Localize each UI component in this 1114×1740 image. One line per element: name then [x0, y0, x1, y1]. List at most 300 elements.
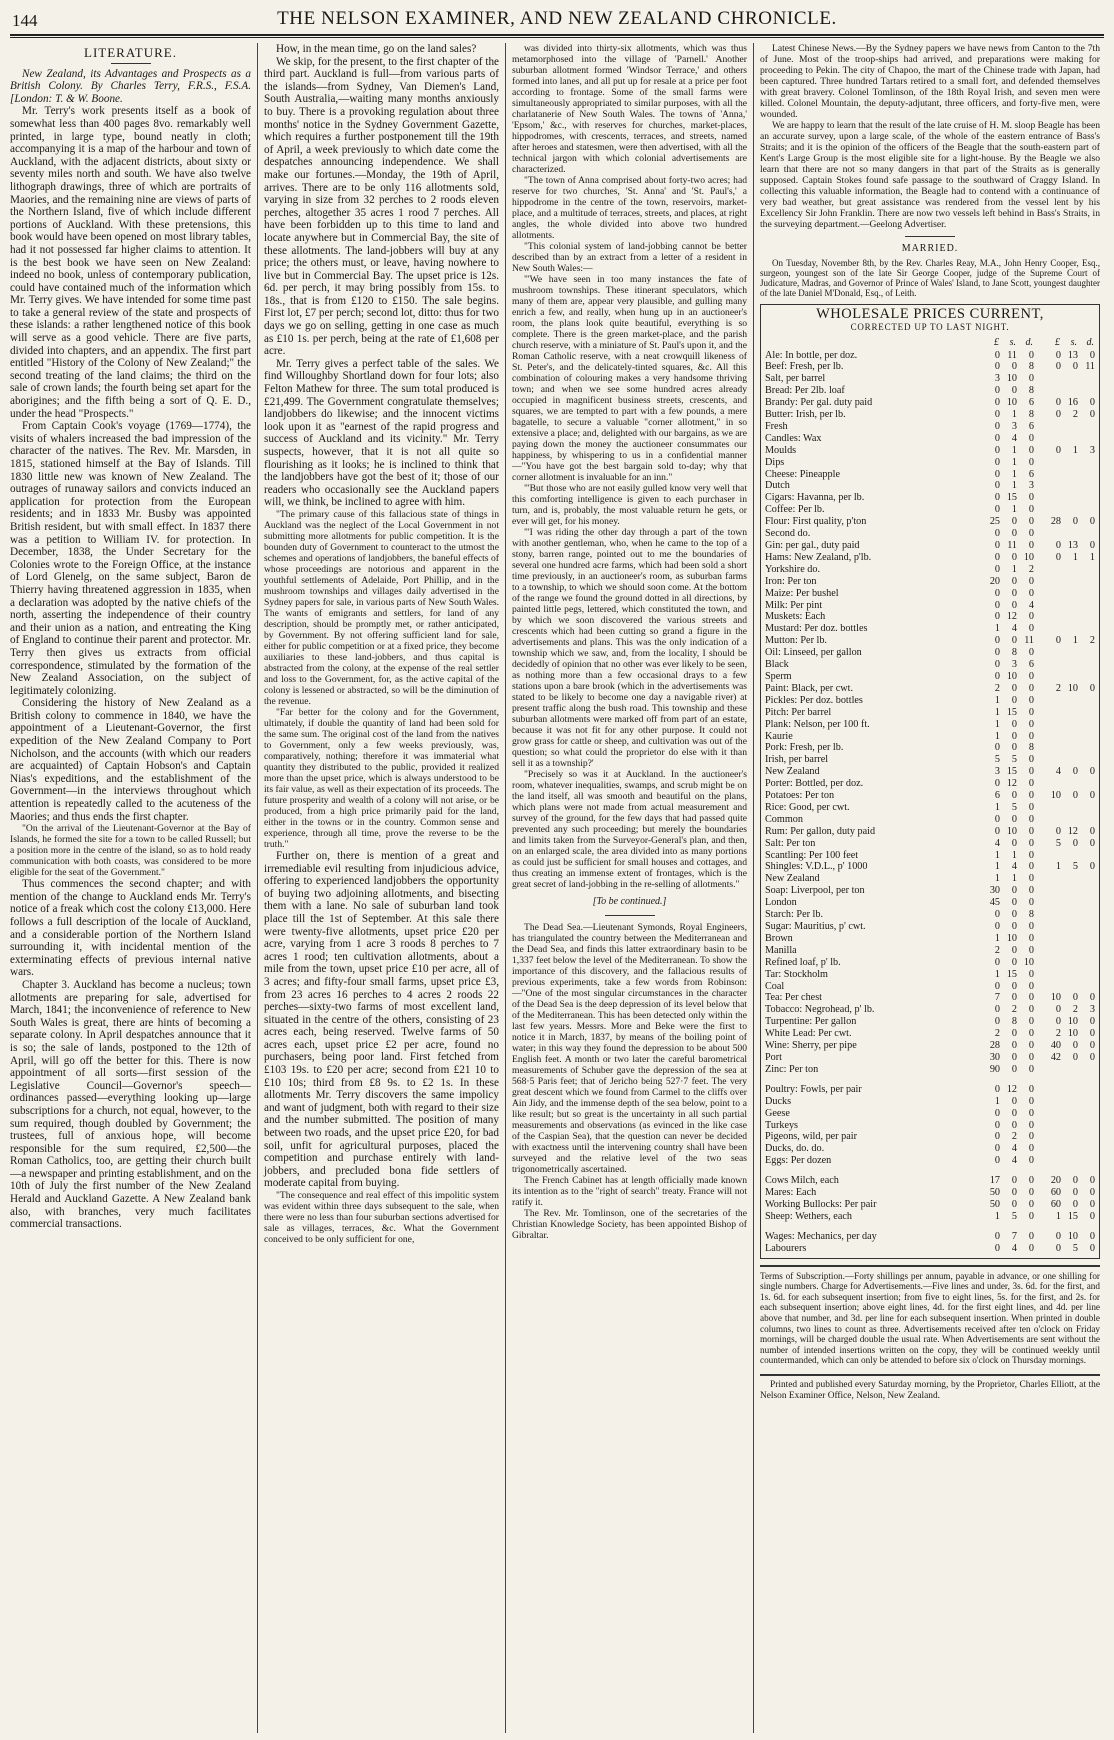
price-value: 0 [1028, 897, 1034, 909]
column-3 [506, 43, 754, 1733]
price-value: 0 [1028, 1016, 1034, 1028]
price-value: 0 [1028, 718, 1034, 730]
price-item-label: Rum: Per gallon, duty paid [765, 825, 876, 837]
chinese-news-article: Latest Chinese News.—By the Sydney papers we have news from Canton to the 7th of June. Most of the troop-ships had arrived, and preparations were making for proceeding to Pekin. The city of Chapoo, the mart of the Chinese trade with Japan, had been captured. Three hundred Tartars retired to a small fort, and defended themselves with great bravery. Colonel Tomlinson, of the 18th Royal Irish, and seven men were killed. Colonel Mountain, the deputy-adjutant, three officers, and forty-five men, were wounded. [760, 43, 1100, 120]
price-value [1078, 731, 1095, 743]
beagle-article: We are happy to learn that the result of the late cruise of H. M. sloop Beagle has been an accurate survey, upon a large scale, of the whole of the eastern entrance of Bass's Straits; and it is the opinion of the officers of the Beagle that the south-eastern part of Kent's Large Group is the most eligible site for a light-house. By the Beagle we also learn that there are not so many dangers in that part of the Straits as is generally supposed. Captain Stokes found safe passage to the southward of Craggy Island. In collecting this valuable information, the Beagle had to contend with a continuance of very bad weather, but great assistance was rendered from the vessel lent by his Excellency Sir John Franklin. There are now two vessels left behind in Bass's Straits, in the surveying department.—Geelong Advertiser. [760, 120, 1100, 230]
price-value [1044, 742, 1061, 754]
price-value [1044, 1143, 1061, 1155]
price-value: 0 [1011, 1095, 1017, 1107]
price-row [765, 552, 1095, 564]
price-value: 2 [1072, 1004, 1078, 1016]
price-row [765, 492, 1095, 504]
price-value: 0 [1028, 968, 1034, 980]
price-value: 10 [1050, 790, 1061, 802]
price-value [1044, 897, 1061, 909]
price-value [1044, 778, 1061, 790]
price-value: 0 [1028, 849, 1034, 861]
price-value [1061, 600, 1078, 612]
price-value [1061, 1096, 1078, 1108]
price-value: 0 [1028, 1040, 1034, 1052]
price-value: 0 [1089, 397, 1095, 409]
currency-header: £ [1055, 336, 1060, 348]
price-value [1044, 1108, 1061, 1120]
price-value [1061, 373, 1078, 385]
price-item-label: Pitch: Per barrel [765, 706, 832, 718]
price-row [765, 445, 1095, 457]
price-value [1061, 707, 1078, 719]
price-value: 0 [1028, 492, 1034, 504]
price-value: 0 [1028, 885, 1034, 897]
price-value: 12 [1006, 611, 1017, 623]
price-value [1061, 480, 1078, 492]
price-value [1061, 945, 1078, 957]
price-value: 11 [1007, 349, 1017, 361]
price-value: 0 [1011, 909, 1017, 921]
price-value [1061, 421, 1078, 433]
quote-paragraph: "'I was riding the other day through a part of the town with another gentleman, who, when he came to the top of a stony, barren range, pointed out to me the boundaries of several one hundred acre farms, which had been sold a short time previously, in an auctioneer's room, as suburban farms to a township, to which we should soon come. At the bottom of the range we found the ground dotted in all directions, by painted little pegs, lettered, which constituted the town, and by which we soon discovered the various streets and crescents which had been cutting so grand a figure in the advertisements and plans. This was the only indication of a township which we saw, and, from the locality, I should be decidedly of opinion that no other was ever likely to be seen, as nothing more than a few occasional drays to a few stations upon a bare brook (which in the advertisements was stated to be likely to become one day a navigable river) at present traffic along the bush road. This township and these suburban allotments were marked off from part of an estate, because it was not fit for any other purpose. It could not grow grass for cattle or sheep, and cultivation was out of the question; so what could the proprietor do else with it than sell it as a township?' [512, 527, 747, 769]
price-value: 0 [994, 468, 1000, 480]
price-value: 0 [1028, 575, 1034, 587]
price-value: 0 [1011, 694, 1017, 706]
price-value: 0 [1011, 385, 1017, 397]
price-value: 0 [1028, 837, 1034, 849]
price-row [765, 576, 1095, 588]
price-value: 0 [1055, 1004, 1061, 1016]
price-value [1061, 564, 1078, 576]
price-value: 0 [1028, 516, 1034, 528]
quote-paragraph: was divided into thirty-six allotments, which was thus metamorphosed into the village of 'Parnell.' Another suburban allotment formed 'Windsor Terrace,' and others formed into lanes, and all put up for resale at a price per foot according to frontage. Some of the small farms were simultaneously appropriated to similar purposes, with all the charlatanerie of New South Wales. The towns of 'Anna,' 'Epsom,' &c., with reserves for churches, market-places, hippodromes, with crescents, terraces, and streets, named after heroes and statesmen, were then advertised, with all the technical jargon with which colonial advertisements are characterized. [512, 43, 747, 175]
price-value: 6 [1028, 659, 1034, 671]
price-value: 7 [1011, 1230, 1017, 1242]
price-item-label: Turkeys [765, 1119, 799, 1131]
price-value: 0 [1089, 682, 1095, 694]
price-value: 0 [994, 456, 1000, 468]
price-value: 30 [989, 885, 1000, 897]
price-value: 0 [1011, 897, 1017, 909]
price-value: 0 [1028, 766, 1034, 778]
price-value [1044, 421, 1061, 433]
price-row [765, 635, 1095, 647]
price-value: 0 [1011, 361, 1017, 373]
price-value: 15 [1006, 492, 1017, 504]
price-value: 4 [1011, 623, 1017, 635]
price-value: 0 [1089, 1230, 1095, 1242]
price-value: 5 [1072, 1242, 1078, 1254]
price-value [1044, 576, 1061, 588]
price-item-label: Maize: Per bushel [765, 587, 839, 599]
price-value: 0 [994, 1143, 1000, 1155]
divider [111, 63, 151, 64]
price-value: 0 [1028, 504, 1034, 516]
price-item-label: Working Bullocks: Per pair [765, 1198, 877, 1210]
column-1 [10, 43, 258, 1733]
price-value: 0 [1011, 980, 1017, 992]
price-item-label: Cows Milch, each [765, 1175, 839, 1187]
price-value: 2 [994, 944, 1000, 956]
price-value: 4 [1028, 599, 1034, 611]
price-value: 6 [994, 790, 1000, 802]
price-value [1044, 719, 1061, 731]
price-value: 13 [1067, 349, 1078, 361]
price-value [1078, 695, 1095, 707]
page-number: 144 [12, 11, 38, 30]
currency-header: £ [994, 336, 999, 348]
price-item-label: Tobacco: Negrohead, p' lb. [765, 1004, 875, 1016]
price-value: 0 [1028, 349, 1034, 361]
price-row [765, 1108, 1095, 1120]
price-value: 7 [994, 992, 1000, 1004]
price-value: 0 [1089, 766, 1095, 778]
price-value: 8 [1028, 409, 1034, 421]
paragraph: Considering the history of New Zealand as a British colony to commence in 1840, we have the appointment of a Lieutenant-Governor, the first expedition of the New Zealand Company to Port Nicholson, and the accounts (with which our readers are acquainted) of Captain Hobson's and Captain Nias's expeditions, and the establishment of the Government—in the interviews throughout which attention is repeatedly called to the acuteness of the Maories; and thus ends the first chapter. [10, 697, 251, 823]
price-value: 1 [1011, 563, 1017, 575]
price-value: 0 [1011, 1119, 1017, 1131]
table-spacer [765, 1076, 1095, 1084]
price-row [765, 766, 1095, 778]
price-value: 0 [1072, 516, 1078, 528]
price-value: 12 [1006, 778, 1017, 790]
price-row [765, 623, 1095, 635]
column-2 [258, 43, 506, 1733]
price-value [1078, 623, 1095, 635]
price-value: 1 [994, 1210, 1000, 1222]
price-item-label: Zinc: Per ton [765, 1063, 819, 1075]
price-value: 1 [994, 849, 1000, 861]
price-value [1078, 873, 1095, 885]
price-value: 0 [1011, 587, 1017, 599]
price-value [1061, 921, 1078, 933]
price-value: 0 [994, 540, 1000, 551]
price-row [765, 1187, 1095, 1199]
currency-header: s. [1009, 336, 1016, 348]
price-value: 3 [1028, 480, 1034, 492]
price-value [1044, 457, 1061, 469]
price-value: 0 [1028, 1198, 1034, 1210]
price-value: 16 [1067, 397, 1078, 409]
price-item-label: Turpentine: Per gallon [765, 1016, 857, 1028]
price-value: 0 [1028, 647, 1034, 659]
price-value [1061, 742, 1078, 754]
french-cabinet-article: The French Cabinet has at length officially made known its intention as to the "right of search" treaty. France will not ratify it. [512, 1174, 747, 1208]
price-item-label: Fresh [765, 420, 788, 432]
price-value: 0 [1028, 706, 1034, 718]
price-value: 20 [1050, 1175, 1061, 1187]
price-row [765, 1243, 1095, 1255]
price-value: 4 [1011, 1143, 1017, 1155]
price-value [1044, 385, 1061, 397]
price-value: 0 [1028, 1210, 1034, 1222]
prices-header-row [765, 336, 1095, 350]
price-value: 0 [994, 635, 1000, 647]
price-value: 0 [1028, 1119, 1034, 1131]
price-value: 12 [1006, 1083, 1017, 1095]
price-value: 0 [1028, 1143, 1034, 1155]
price-value [1044, 933, 1061, 945]
price-item-label: Paint: Black, per cwt. [765, 682, 853, 694]
price-value: 0 [994, 611, 1000, 623]
price-row [765, 350, 1095, 362]
price-value: 0 [1072, 790, 1078, 802]
price-value: 0 [1011, 1028, 1017, 1040]
price-value [1061, 814, 1078, 826]
price-value: 0 [994, 1242, 1000, 1254]
price-value: 0 [994, 1083, 1000, 1095]
price-value [1078, 492, 1095, 504]
price-row [765, 754, 1095, 766]
price-item-label: Muskets: Each [765, 611, 826, 623]
price-value [1044, 564, 1061, 576]
price-value [1061, 1143, 1078, 1155]
price-row [765, 433, 1095, 445]
price-row [765, 1004, 1095, 1016]
price-item-label: Starch: Per lb. [765, 909, 824, 921]
price-value: 0 [1055, 409, 1061, 421]
price-item-label: Pickles: Per doz. bottles [765, 694, 863, 706]
price-value [1078, 611, 1095, 623]
price-value [1078, 469, 1095, 481]
price-value: 40 [1050, 1040, 1061, 1052]
price-item-label: Tea: Per chest [765, 992, 822, 1004]
price-value: 2 [1011, 1004, 1017, 1016]
price-value [1044, 945, 1061, 957]
price-row [765, 1064, 1095, 1076]
price-value: 0 [994, 1131, 1000, 1143]
price-value [1044, 671, 1061, 683]
price-value [1061, 1131, 1078, 1143]
price-value: 28 [1050, 516, 1061, 528]
price-value: 4 [1011, 861, 1017, 873]
price-value: 1 [1011, 849, 1017, 861]
price-value: 8 [1011, 647, 1017, 659]
price-value [1044, 707, 1061, 719]
married-notice: On Tuesday, November 8th, by the Rev. Charles Reay, M.A., John Henry Cooper, Esq., surgeon, youngest son of the late Sir George Cooper, judge of the Supreme Court of Judicature, Madras, and Governor of Prince of Wales' Island, to Jane Scott, youngest daughter of the late Daniel M'Donald, Esq., of Leith. [760, 257, 1100, 299]
price-item-label: Candles: Wax [765, 432, 822, 444]
price-value: 0 [1089, 1040, 1095, 1052]
price-value: 0 [1011, 837, 1017, 849]
price-row [765, 838, 1095, 850]
price-value [1078, 754, 1095, 766]
price-value: 11 [1007, 540, 1017, 551]
price-value: 0 [1055, 361, 1061, 373]
price-value: 0 [1028, 694, 1034, 706]
price-row [765, 707, 1095, 719]
price-value: 0 [1072, 992, 1078, 1004]
price-value [1044, 731, 1061, 743]
price-value: 0 [1028, 825, 1034, 837]
price-value [1078, 576, 1095, 588]
price-row [765, 1052, 1095, 1064]
price-value [1061, 957, 1078, 969]
quote-paragraph: "Far better for the colony and for the Government, ultimately, if double the quantity of land had been sold for the same sum. The original cost of the land from the natives to Government, only a few weeks previously, was, comparatively, nothing; therefore it was immaterial what quantity they distributed to the public, provided it realized more than the upset price, which is always understood to be its fair value, as well as their expectation of its proceeds. The future prosperity and wealth of a colony will not arise, or be produced, from a high price primarily paid for the land, either in the towns or in the country. Common sense and experience, through all time, prove the reverse to be the truth." [264, 706, 499, 850]
price-value [1044, 1131, 1061, 1143]
price-value: 6 [1028, 397, 1034, 409]
price-value: 1 [1011, 873, 1017, 885]
price-value: 11 [1085, 361, 1095, 373]
price-row [765, 516, 1095, 528]
price-value: 0 [1055, 540, 1061, 551]
price-value: 0 [1028, 992, 1034, 1004]
price-value: 8 [1028, 742, 1034, 754]
price-value [1061, 1155, 1078, 1167]
price-value: 10 [1006, 670, 1017, 682]
price-item-label: Pigeons, wild, per pair [765, 1131, 857, 1143]
price-value: 0 [1072, 1040, 1078, 1052]
price-value [1078, 421, 1095, 433]
price-value: 0 [1089, 861, 1095, 873]
price-value: 8 [1028, 361, 1034, 373]
price-value [1044, 850, 1061, 862]
price-value: 42 [1050, 1051, 1061, 1063]
table-spacer [765, 1223, 1095, 1231]
price-value: 0 [1089, 837, 1095, 849]
price-value [1061, 981, 1078, 993]
tomlinson-article: The Rev. Mr. Tomlinson, one of the secretaries of the Christian Knowledge Society, has been appointed Bishop of Gibraltar. [512, 1207, 747, 1241]
price-value: 15 [1006, 706, 1017, 718]
paragraph: We skip, for the present, to the first chapter of the third part. Auckland is full—from various parts of the islands—from Sydney, Van Diemen's Land, South Australia,—waiting many months anxiously to buy. There is a provoking regulation about three months' notice in the Sydney Government Gazette, which requires a further postponement till the 19th of April, a week previously to which date come the despatches announcing independence. We shall make our fortunes.—Monday, the 19th of April, arrives. There are to be only 116 allotments sold, varying in size from 32 perches to 2 roods eleven perches, altogether 35 acres 1 rood 7 perches. All have been forbidden up to this time to land and locate anywhere but in Commercial Bay, the site of these allotments. The land-jobbers will buy at any price; the others must, or leave, having nowhere to live but in Commercial Bay. The upset price is 12s. 6d. per perch, it may bring possibly from 15s. to 18s., that is from £120 to £150. The sale begins. First lot, £7 per perch; second lot, ditto: thus for two days we go on selling, getting in one case as much as £10 1s. per perch, being at the rate of £1,608 per acre. [264, 55, 499, 358]
price-row [765, 373, 1095, 385]
subscription-terms: Terms of Subscription.—Forty shillings per annum, payable in advance, or one shilling for single numbers. Charge for Advertisements.—Five lines and under, 3s. 6d. for the first, and 1s. 6d. for each subsequent insertion; from five to eight lines, 5s. for the first, and 2s. for each subsequent insertion; above eight lines, 4d. for the first eight lines, and 4d. per line above that number, and 3d. per line for each subsequent insertion. When printed in double columns, two lines to count as three. Advertisements received after ten o'clock on Friday mornings, will be charged double the usual rate. When Advertisements are sent without the number of intended insertions written on the copy, they will be continued weekly until countermanded, which can only be attended to before six o'clock on Thursday mornings. [760, 1265, 1100, 1366]
masthead [10, 6, 1104, 32]
price-value [1078, 719, 1095, 731]
price-value: 0 [994, 1155, 1000, 1167]
price-value: 0 [994, 444, 1000, 456]
price-value: 0 [1055, 1242, 1061, 1254]
price-value [1061, 731, 1078, 743]
price-value: 2 [1055, 1028, 1061, 1040]
price-value: 1 [994, 623, 1000, 635]
price-value: 0 [1089, 992, 1095, 1004]
price-value: 0 [994, 921, 1000, 932]
quote-paragraph: "This colonial system of land-jobbing cannot be better described than by an extract from a letter of a resident in New South Wales:— [512, 241, 747, 274]
price-value: 25 [989, 516, 1000, 528]
price-value: 0 [1028, 1155, 1034, 1167]
price-value: 0 [1011, 1175, 1017, 1187]
price-value: 1 [1011, 480, 1017, 492]
price-value [1078, 1084, 1095, 1096]
price-value [1044, 659, 1061, 671]
price-value: 8 [1028, 909, 1034, 921]
price-value [1078, 1155, 1095, 1167]
price-value: 1 [994, 968, 1000, 980]
price-item-label: Coal [765, 980, 785, 992]
price-row [765, 1175, 1095, 1187]
price-row [765, 778, 1095, 790]
price-value [1044, 695, 1061, 707]
quote-paragraph: "'But those who are not easily gulled know very well that this comforting intelligence is given to each purchaser in turn, and is, probably, the most valuable return he gets, or ever will get, for his money. [512, 483, 747, 527]
price-row [765, 945, 1095, 957]
price-value: 0 [1089, 1242, 1095, 1254]
price-item-label: Oil: Linseed, per gallon [765, 647, 862, 659]
price-value: 1 [994, 932, 1000, 944]
price-row [765, 1084, 1095, 1096]
price-value: 0 [1028, 1107, 1034, 1119]
price-value: 0 [1028, 528, 1034, 540]
price-value: 1 [1011, 468, 1017, 480]
price-value: 0 [994, 956, 1000, 968]
price-value: 0 [1028, 540, 1034, 551]
price-value: 90 [989, 1063, 1000, 1075]
price-row [765, 504, 1095, 516]
price-value [1078, 647, 1095, 659]
price-value: 3 [994, 373, 1000, 385]
price-value: 5 [1072, 861, 1078, 873]
quote-paragraph: "On the arrival of the Lieutenant-Governor at the Bay of Islands, he formed the site for a town to be called Russell; but a position more in the centre of the island, so as to hold ready communication with both coasts, was considered to be more eligible for the seat of the Government." [10, 823, 251, 879]
price-value [1044, 981, 1061, 993]
price-item-label: Rice: Good, per cwt. [765, 801, 850, 813]
price-value [1078, 433, 1095, 445]
price-value [1044, 802, 1061, 814]
price-value: 0 [1011, 718, 1017, 730]
price-row [765, 1211, 1095, 1223]
price-value: 0 [994, 659, 1000, 671]
price-value: 3 [994, 766, 1000, 778]
price-row [765, 861, 1095, 873]
price-value [1061, 802, 1078, 814]
price-value: 0 [994, 1119, 1000, 1131]
quote-paragraph: "The consequence and real effect of this impolitic system was evident within three days subsequent to the sale, when there were no less than four suburban sections advertised for sale as villages, terraces, &c. What the Government conceived to be only sufficient for one, [264, 1190, 499, 1245]
price-value: 10 [1006, 397, 1017, 409]
paragraph: Mr. Terry's work presents itself as a book of somewhat less than 400 pages 8vo. remarkably well printed, in large type, bound neatly in cloth; accompanying it is a map of the harbour and town of Auckland, with the adjacent districts, about sixty or seventy miles north and south. We have also twelve lithograph drawings, three of which are portraits of Maories, and the remaining nine are views of parts of the Northern Island, five of which include different portions of Auckland. With these pretensions, this book would have been opened on most library tables, had it not possessed far higher claims to attention. It is the best book we have seen on New Zealand: indeed no book, unless of contemporary publication, could have contained much of the information which Mr. Terry gives. We have intended for some time past to take a general review of the state and prospects of these islands: a rather lengthened notice of this book will serve as a good vehicle. There are five parts, divided into chapters, and an appendix. The first part entitled "History of the Colony of New Zealand;" the second treating of the land claims; the third on the sale of crown lands; the fourth being set apart for the aborigines; and the fifth being a sort of Q. E. D., under the head "Prospects." [10, 105, 251, 420]
to-be-continued: [To be continued.] [592, 896, 667, 907]
price-value [1078, 1064, 1095, 1076]
price-value [1061, 528, 1078, 540]
price-value: 2 [994, 1028, 1000, 1040]
price-value: 0 [1028, 1175, 1034, 1187]
price-value: 4 [1011, 1242, 1017, 1254]
paragraph: Chapter 3. Auckland has become a nucleus; town allotments are preparing for sale, advertised for March, 1841; the inconvenience of reference to New South Wales is great, there are hints of becoming a separate colony. In April despatches announce that it is so; the sale of lands, postponed to the 12th of April, will go off the better for this. There is now appointment of all sorts—first session of the Legislative Council—Governor's speech—ordinances passed—everything looking up—large subscriptions for a church, not equal, however, to the sum required, though doubled by Government; the trustees, full of anxious hope, will become responsible for the sum required, £2,500—the Roman Catholics, too, are getting their church built—a newspaper and printing establishment, and on the 10th of July the first number of the New Zealand Herald and Auckland Gazette. A New Zealand bank also, with branches, very much facilitates commercial transactions. [10, 978, 251, 1231]
price-item-label: London [765, 897, 797, 909]
masthead-title: THE NELSON EXAMINER, AND NEW ZEALAND CHRONICLE. [277, 8, 837, 29]
price-value [1044, 814, 1061, 826]
price-value [1061, 909, 1078, 921]
quote-paragraph: "The primary cause of this fallacious state of things in Auckland was the neglect of the Local Government in not submitting more allotments for public competition. It is the bounden duty of Government to counteract to the utmost the schemes and operations of landjobbers, the baneful effects of whose proceedings are notorious and apparent in the youthful settlements of Adelaide, Port Phillip, and in the mushroom townships and villages daily advertised in the Sydney papers for sale, in various parts of New South Wales. The wants of emigrants and settlers, for land of any description, should be promptly met, or rather anticipated, by Government. By not offering sufficient land for sale, either for public competition or at a fixed price, they become auxiliaries to these land-jobbers, and thus capital is abstracted from the colony, at the expense of the real settler and loss to the Government, for, as the active capital of the colony is lessened or abstracted, so will be the diminution of the revenue. [264, 508, 499, 707]
price-value [1061, 885, 1078, 897]
price-value: 0 [1028, 1028, 1034, 1040]
price-value: 0 [1011, 790, 1017, 802]
price-value: 0 [1028, 980, 1034, 992]
price-value [1061, 457, 1078, 469]
price-value [1061, 492, 1078, 504]
price-value [1078, 457, 1095, 469]
price-value: 15 [1067, 1210, 1078, 1222]
price-value [1044, 588, 1061, 600]
price-value [1044, 873, 1061, 885]
price-value: 10 [1023, 956, 1034, 968]
price-value: 4 [1011, 1155, 1017, 1167]
price-item-label: Sheep: Wethers, each [765, 1210, 852, 1222]
price-value: 0 [994, 1230, 1000, 1242]
price-row [765, 1199, 1095, 1211]
price-value [1061, 623, 1078, 635]
price-value: 1 [1072, 551, 1078, 563]
price-value: 0 [1028, 873, 1034, 885]
price-value: 28 [989, 1040, 1000, 1052]
price-row [765, 850, 1095, 862]
price-value: 0 [994, 563, 1000, 575]
price-value: 0 [1028, 444, 1034, 456]
price-value [1044, 921, 1061, 933]
price-value: 0 [994, 385, 1000, 397]
price-value: 10 [1067, 1230, 1078, 1242]
price-row [765, 1143, 1095, 1155]
price-value [1044, 373, 1061, 385]
price-value [1061, 611, 1078, 623]
price-value: 1 [1089, 551, 1095, 563]
price-row [765, 957, 1095, 969]
price-row [765, 981, 1095, 993]
price-value: 0 [1055, 825, 1061, 837]
